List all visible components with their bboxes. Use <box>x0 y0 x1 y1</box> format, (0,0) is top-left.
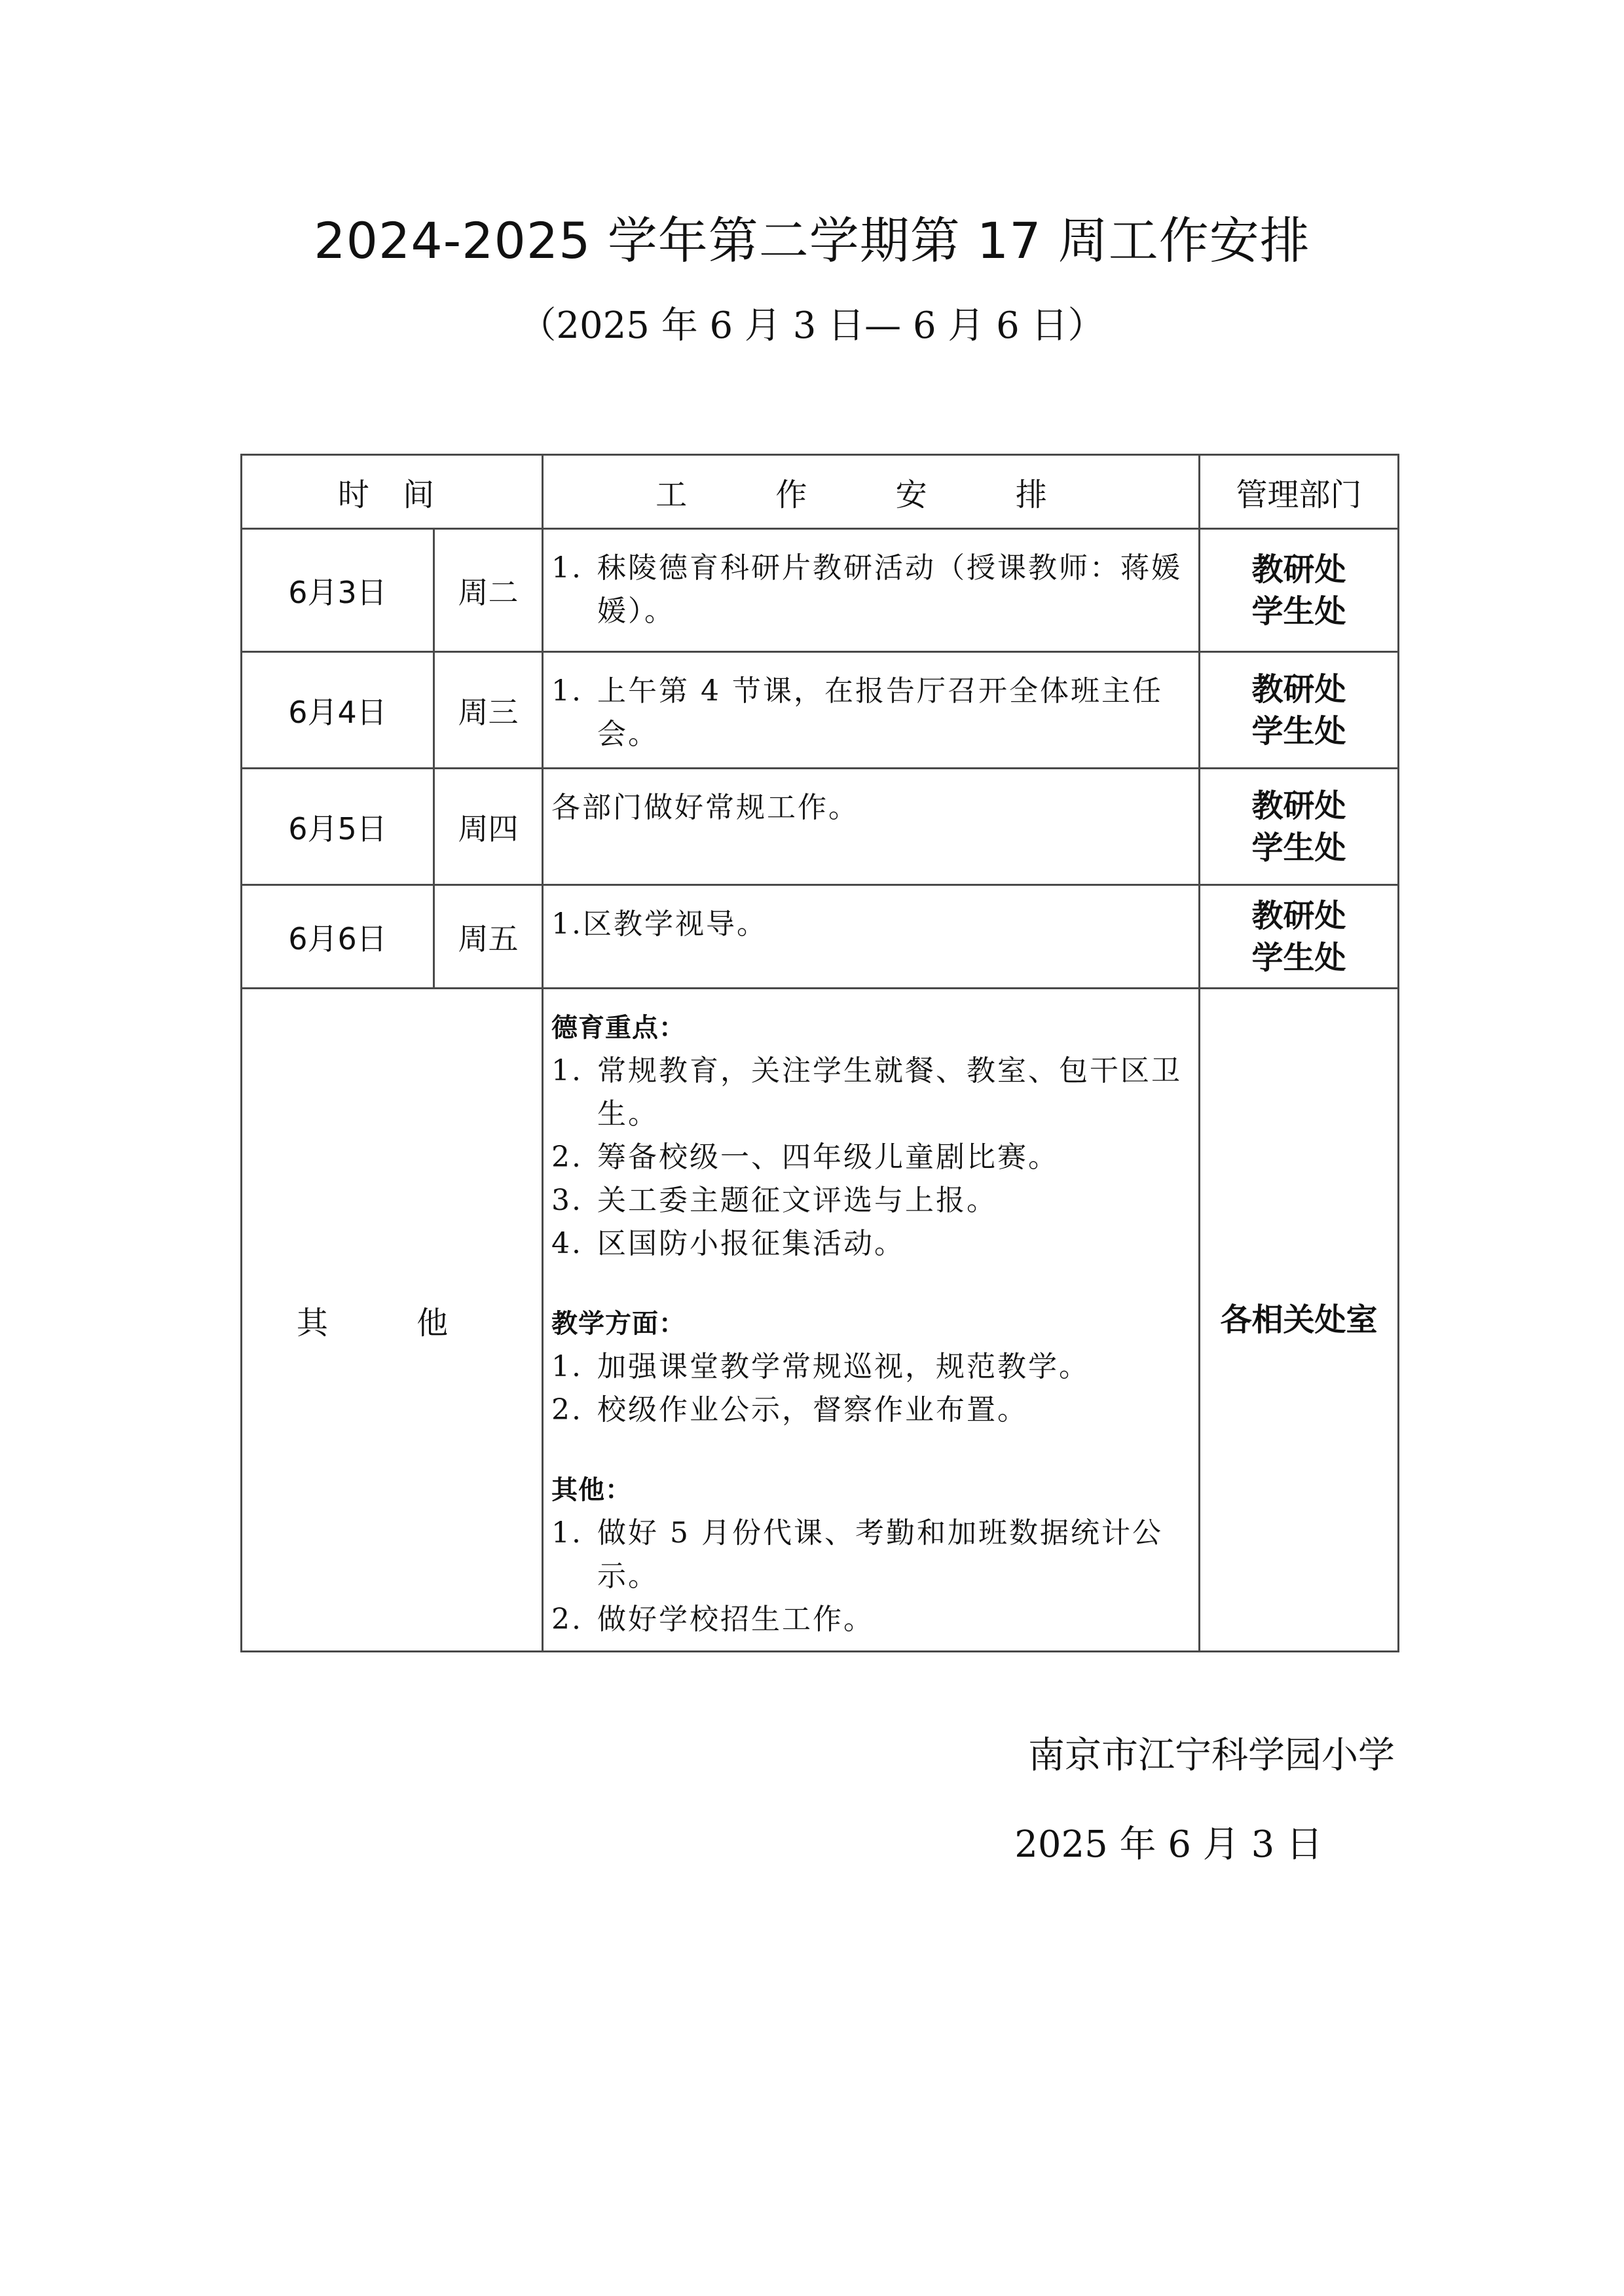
signature-org: 南京市江宁科学园小学 <box>1028 1734 1395 1777</box>
table-row <box>242 529 1399 652</box>
work-cell <box>543 769 1200 885</box>
date-cell: 6月6日 <box>242 885 434 989</box>
item-text: 秣陵德育科研片教研活动（授课教师：蒋媛媛）。 <box>597 551 1183 628</box>
item-number: 1. <box>551 907 583 941</box>
dept-line: 教研处 <box>1251 670 1346 708</box>
dept-line: 学生处 <box>1251 829 1346 866</box>
work-cell <box>543 652 1200 769</box>
item-text: 区教学视导。 <box>583 907 767 941</box>
header-row <box>242 455 1399 529</box>
item-number: 4. <box>551 1227 583 1260</box>
date-range-subtitle: （2025 年 6 月 3 日— 6 月 6 日） <box>519 304 1105 347</box>
list-item <box>551 1049 1188 1136</box>
work-cell <box>543 885 1200 989</box>
header-time: 时 间 <box>242 455 543 529</box>
header-dept: 管理部门 <box>1200 455 1399 529</box>
item-number: 2. <box>551 1140 583 1174</box>
date-cell: 6月3日 <box>242 529 434 652</box>
dept-line: 学生处 <box>1251 592 1346 630</box>
item-text: 做好 5 月份代课、考勤和加班数据统计公示。 <box>597 1516 1163 1593</box>
list-item <box>551 547 1188 633</box>
section-heading: 其他： <box>551 1475 633 1505</box>
item-number: 1. <box>551 674 583 708</box>
dept-cell <box>1200 529 1399 652</box>
list-item <box>551 670 1188 756</box>
work-cell <box>543 529 1200 652</box>
dept-cell <box>1200 652 1399 769</box>
dept-cell: 各相关处室 <box>1200 989 1399 1652</box>
list-item <box>551 1136 1188 1179</box>
dept-line: 学生处 <box>1251 712 1346 750</box>
item-number: 1. <box>551 1516 583 1550</box>
other-label: 其 他 <box>242 989 543 1652</box>
item-text: 做好学校招生工作。 <box>597 1603 875 1636</box>
dept-cell <box>1200 885 1399 989</box>
weekday-cell: 周三 <box>434 652 543 769</box>
header-work: 工 作 安 排 <box>543 455 1200 529</box>
weekday-cell: 周四 <box>434 769 543 885</box>
item-number: 3. <box>551 1184 583 1217</box>
plain-text: 各部门做好常规工作。 <box>551 791 860 824</box>
table-row-other <box>242 989 1399 1652</box>
item-text: 区国防小报征集活动。 <box>597 1227 906 1260</box>
list-item <box>551 903 1188 946</box>
item-number: 1. <box>551 1054 583 1087</box>
list-item <box>551 1598 1188 1641</box>
schedule-table <box>240 454 1399 1652</box>
signature-date: 2025 年 6 月 3 日 <box>1014 1823 1323 1866</box>
item-text: 筹备校级一、四年级儿童剧比赛。 <box>597 1140 1060 1174</box>
weekday-cell: 周五 <box>434 885 543 989</box>
item-number: 1. <box>551 551 583 585</box>
table-row <box>242 885 1399 989</box>
document-title: 2024-2025 学年第二学期第 17 周工作安排 <box>314 211 1310 270</box>
list-item <box>551 1222 1188 1266</box>
section-heading: 德育重点： <box>551 1013 686 1043</box>
dept-line: 教研处 <box>1251 551 1346 588</box>
dept-cell <box>1200 769 1399 885</box>
list-item <box>551 1389 1188 1432</box>
section-gap <box>551 1432 1188 1468</box>
item-text: 常规教育，关注学生就餐、教室、包干区卫生。 <box>597 1054 1183 1131</box>
item-number: 1. <box>551 1350 583 1383</box>
item-number: 2. <box>551 1393 583 1427</box>
item-text: 上午第 4 节课，在报告厅召开全体班主任会。 <box>597 674 1163 751</box>
dept-line: 学生处 <box>1251 939 1346 976</box>
date-cell: 6月4日 <box>242 652 434 769</box>
section-heading: 教学方面： <box>551 1309 686 1339</box>
item-text: 关工委主题征文评选与上报。 <box>597 1184 998 1217</box>
dept-line: 教研处 <box>1251 897 1346 934</box>
table-row <box>242 769 1399 885</box>
section-gap <box>551 1266 1188 1302</box>
date-cell: 6月5日 <box>242 769 434 885</box>
list-item <box>551 1345 1188 1389</box>
item-number: 2. <box>551 1603 583 1636</box>
item-text: 校级作业公示，督察作业布置。 <box>597 1393 1029 1427</box>
list-item <box>551 1179 1188 1222</box>
dept-line: 教研处 <box>1251 787 1346 824</box>
table-row <box>242 652 1399 769</box>
list-item <box>551 1512 1188 1598</box>
item-text: 加强课堂教学常规巡视，规范教学。 <box>597 1350 1090 1383</box>
weekday-cell: 周二 <box>434 529 543 652</box>
work-cell <box>543 989 1200 1652</box>
